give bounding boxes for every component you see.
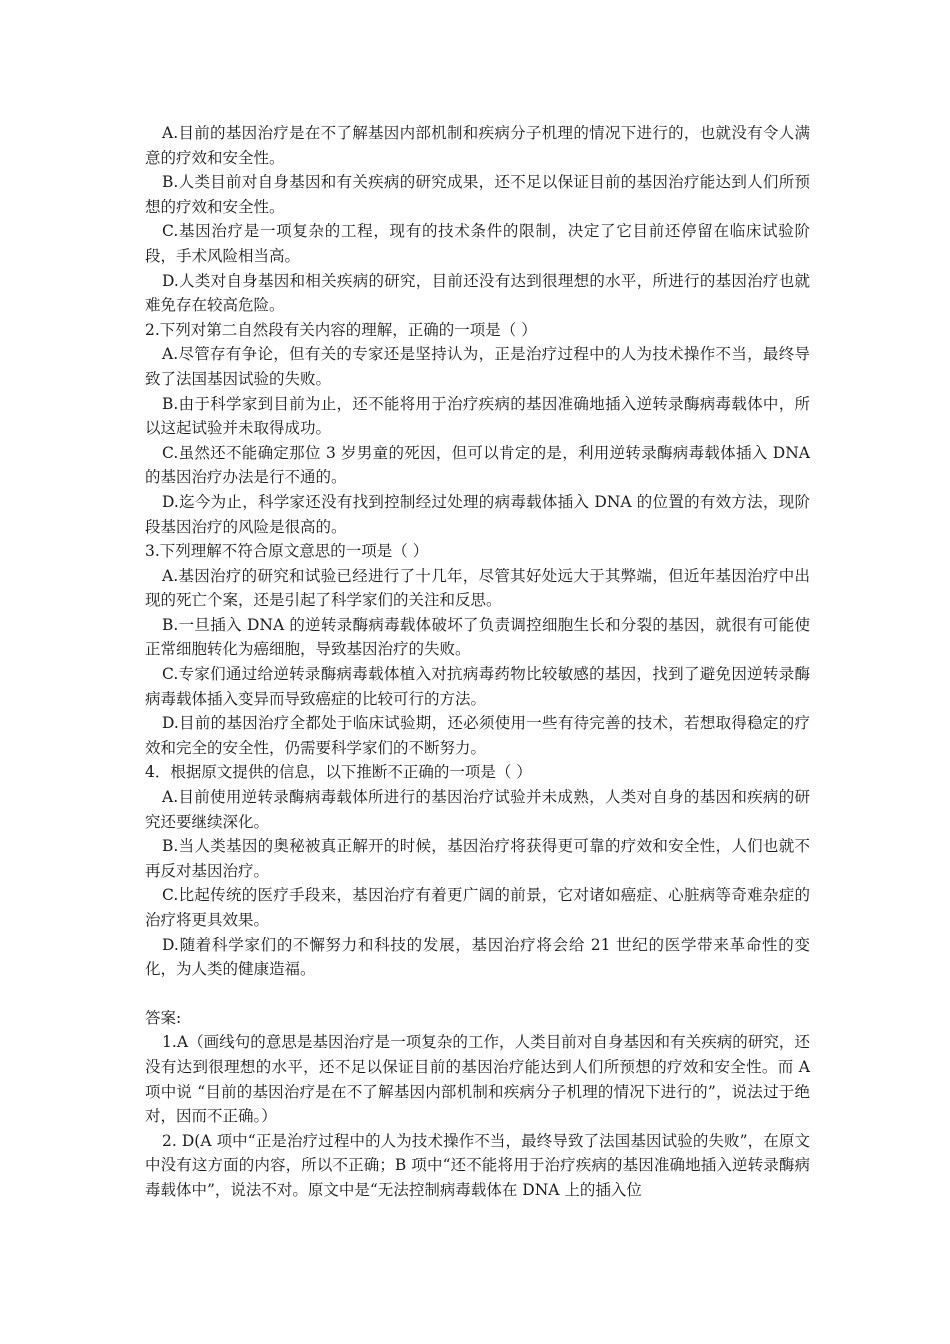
q3-option-a: A.基因治疗的研究和试验已经进行了十几年，尽管其好处远大于其弊端，但近年基因治疗中出现的死亡个案，还是引起了科学家们的关注和反思。 <box>145 566 810 610</box>
q2-option-c: C.虽然还不能确定那位 3 岁男童的死因，但可以肯定的是，利用逆转录酶病毒载体插入 DNA 的基因治疗办法是行不通的。 <box>145 443 810 487</box>
q3-stem: 3.下列理解不符合原文意思的一项是（ ） <box>145 542 429 561</box>
q2-stem: 2.下列对第二自然段有关内容的理解，正确的一项是（ ） <box>145 320 537 339</box>
q1-option-c: C.基因治疗是一项复杂的工程，现有的技术条件的限制，决定了它目前还停留在临床试验阶段，手术风险相当高。 <box>145 222 810 265</box>
q2-option-b: B.由于科学家到目前为止，还不能将用于治疗疾病的基因准确地插入逆转录酶病毒载体中，所以这起试验并未取得成功。 <box>145 394 810 438</box>
answers-heading: 答案: <box>145 1008 182 1027</box>
section-gap <box>145 982 810 1006</box>
q4-option-b: B.当人类基因的奥秘被真正解开的时候，基因治疗将获得更可靠的疗效和安全性，人们也就不再反对基因治疗。 <box>145 837 810 880</box>
q2-option-d: D.迄今为止，科学家还没有找到控制经过处理的病毒载体插入 DNA 的位置的有效方法，现阶段基因治疗的风险是很高的。 <box>145 492 810 536</box>
document-page <box>145 121 810 1203</box>
q3-option-d: D.目前的基因治疗全都处于临床试验期，还必须使用一些有待完善的技术，若想取得稳定的疗效和完全的安全性，仍需要科学家们的不断努力。 <box>145 714 810 757</box>
q4-option-c: C.比起传统的医疗手段来，基因治疗有着更广阔的前景，它对诸如癌症、心脏病等奇难杂症的治疗将更具效果。 <box>145 886 810 929</box>
q1-option-b: B.人类目前对自身基因和有关疾病的研究成果，还不足以保证目前的基因治疗能达到人们所预想的疗效和安全性。 <box>145 173 810 216</box>
q3-option-b: B.一旦插入 DNA 的逆转录酶病毒载体破坏了负责调控细胞生长和分裂的基因，就很有可能使正常细胞转化为癌细胞，导致基因治疗的失败。 <box>145 615 810 659</box>
q3-option-c: C.专家们通过给逆转录酶病毒载体植入对抗病毒药物比较敏感的基因，找到了避免因逆转录酶病毒载体插入变异而导致癌症的比较可行的方法。 <box>145 665 810 708</box>
q4-stem: 4．根据原文提供的信息，以下推断不正确的一项是（ ） <box>145 763 532 782</box>
q1-option-d: D.人类对自身基因和相关疾病的研究，目前还没有达到很理想的水平，所进行的基因治疗也就难免存在较高危险。 <box>145 271 810 315</box>
q4-option-d: D.随着科学家们的不懈努力和科技的发展，基因治疗将会给 21 世纪的医学带来革命性的变化，为人类的健康造福。 <box>145 935 810 979</box>
q2-option-a: A.尽管存有争论，但有关的专家还是坚持认为，正是治疗过程中的人为技术操作不当，最终导致了法国基因试验的失败。 <box>145 345 810 388</box>
answer-2: 2. D(A 项中“正是治疗过程中的人为技术操作不当，最终导致了法国基因试验的失败”，在原文中没有这方面的内容，所以不正确；B 项中“还不能将用于治疗疾病的基因准确地插入逆转录酶病毒载体中”，说法不对。原文中是“无法控制病毒载体在 DNA 上的插入位 <box>145 1131 810 1199</box>
q4-option-a: A.目前使用逆转录酶病毒载体所进行的基因治疗试验并未成熟，人类对自身的基因和疾病的研究还要继续深化。 <box>145 788 810 831</box>
q1-option-a: A.目前的基因治疗是在不了解基因内部机制和疾病分子机理的情况下进行的，也就没有令人满意的疗效和安全性。 <box>145 124 810 167</box>
answer-1: 1.A（画线句的意思是基因治疗是一项复杂的工作，人类目前对自身基因和有关疾病的研究，还没有达到很理想的水平，还不足以保证目前的基因治疗能达到人们所预想的疗效和安全性。而 A 项中说 “目前的基因治疗是在不了解基因内部机制和疾病分子机理的情况下进行的”，说法过于绝对，因而不正确。） <box>145 1033 810 1126</box>
